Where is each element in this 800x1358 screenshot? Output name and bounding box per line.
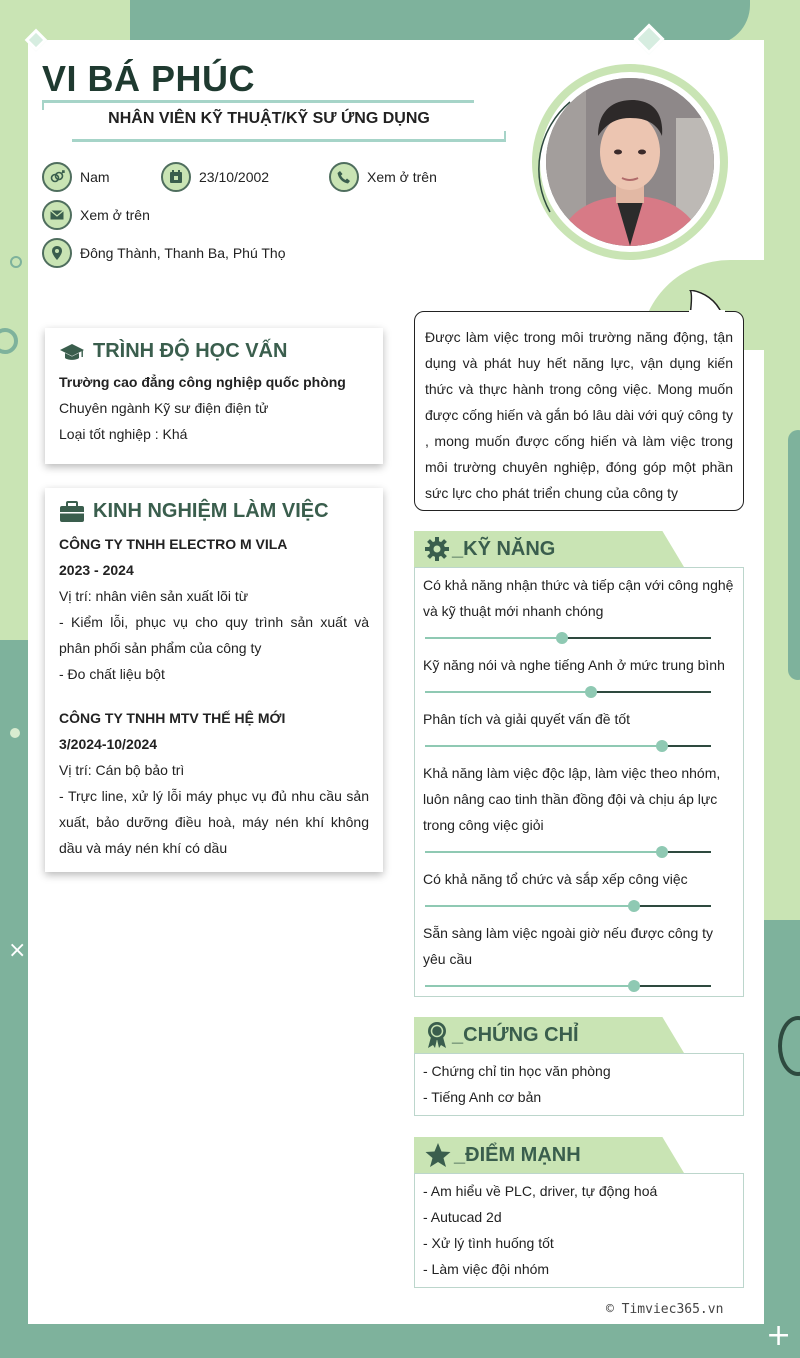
strength-item: - Am hiểu về PLC, driver, tự động hoá (423, 1183, 658, 1199)
skill-level-bar (423, 972, 735, 1000)
experience-title: KINH NGHIỆM LÀM VIỆC (93, 500, 329, 522)
skill-item (423, 572, 735, 652)
skill-item (423, 920, 735, 1000)
skill-level-bar (423, 892, 735, 920)
company-name: CÔNG TY TNHH ELECTRO M VILA (59, 536, 288, 552)
decor-shape (689, 310, 725, 316)
skills-list (414, 567, 744, 997)
address-text: Đông Thành, Thanh Ba, Phú Thọ (80, 245, 286, 261)
job-entry (59, 705, 369, 861)
skill-item (423, 760, 735, 866)
info-gender (42, 162, 110, 192)
dot-decor-icon (10, 728, 20, 738)
gear-icon (424, 536, 450, 562)
job-period: 3/2024-10/2024 (59, 736, 158, 752)
experience-section (45, 488, 383, 872)
strength-item: - Làm việc đội nhóm (423, 1261, 550, 1277)
job-position: Vị trí: Cán bộ bảo trì (59, 762, 185, 778)
candidate-name: VI BÁ PHÚC (42, 58, 256, 99)
avatar (546, 78, 714, 246)
job-period: 2023 - 2024 (59, 562, 134, 578)
skill-item (423, 652, 735, 706)
certificates-heading (414, 1017, 684, 1053)
skill-level-handle (656, 740, 668, 752)
skill-label: Kỹ năng nói và nghe tiếng Anh ở mức trung bình (423, 657, 725, 673)
skill-level-bar (423, 678, 735, 706)
info-birthday (161, 162, 269, 192)
graduation-cap-icon (59, 342, 85, 362)
job-entry (59, 531, 369, 687)
info-email (42, 200, 150, 230)
location-icon (42, 238, 72, 268)
gender-icon (42, 162, 72, 192)
info-address (42, 238, 286, 268)
graduation-grade: Loại tốt nghiệp : Khá (59, 426, 188, 442)
skill-item (423, 706, 735, 760)
calendar-icon (161, 162, 191, 192)
award-medal-icon (424, 1021, 450, 1049)
company-name: CÔNG TY TNHH MTV THẾ HỆ MỚI (59, 710, 286, 726)
skill-level-handle (585, 686, 597, 698)
skill-label: Sẵn sàng làm việc ngoài giờ nếu được công ty yêu cầu (423, 925, 714, 967)
decor-shape (788, 430, 800, 680)
education-heading (59, 340, 369, 363)
skills-heading (414, 531, 684, 567)
skill-label: Có khả năng tổ chức và sắp xếp công việc (423, 871, 688, 887)
cross-decor-icon: × (8, 938, 27, 963)
job-detail: - Kiểm lỗi, phục vụ cho quy trình sản xuất và phân phối sản phẩm của công ty (59, 614, 369, 656)
divider (504, 131, 506, 141)
skill-item (423, 866, 735, 920)
mail-icon (42, 200, 72, 230)
education-section (45, 328, 383, 464)
skill-level-bar (423, 838, 735, 866)
skills-title: _KỸ NĂNG (452, 537, 556, 560)
skill-level-bar (423, 624, 735, 652)
plus-decor-icon: + (766, 1318, 792, 1353)
email-text: Xem ở trên (80, 207, 150, 223)
objective-text: Được làm việc trong môi trường năng động, tận dụng và phát huy hết năng lực, vận dụng kiến thức và thực hành trong công việc. Mong muốn được cống hiến và gắn bó lâu dài với quý công ty , mong muốn được cống hiến và làm việc trong môi trường chuyên nghiệp, đóng góp một phần sức lực cho phát triển chung của công ty (425, 329, 733, 501)
skill-level-handle (556, 632, 568, 644)
strength-item: - Xử lý tình huống tốt (423, 1235, 554, 1251)
certificate-item: - Tiếng Anh cơ bản (423, 1089, 542, 1105)
job-position: Vị trí: nhân viên sản xuất lõi từ (59, 588, 249, 604)
job-detail: - Trực line, xử lý lỗi máy phục vụ đủ nhu cầu sản xuất, bảo dưỡng điều hoà, máy nén khí không dầu và máy nén khí có dầu (59, 788, 369, 856)
skill-label: Khả năng làm việc độc lập, làm việc theo nhóm, luôn nâng cao tinh thần đồng đội và chịu áp lực trong công việc giỏi (423, 765, 721, 833)
divider (72, 139, 506, 142)
star-icon (424, 1142, 452, 1168)
experience-heading (59, 500, 369, 523)
job-detail: - Đo chất liệu bột (59, 666, 165, 682)
phone-text: Xem ở trên (367, 169, 437, 185)
gender-text: Nam (80, 169, 110, 185)
skill-level-handle (628, 980, 640, 992)
skill-level-handle (628, 900, 640, 912)
divider (42, 100, 474, 103)
major: Chuyên ngành Kỹ sư điện điện tử (59, 400, 269, 416)
certificate-item: - Chứng chỉ tin học văn phòng (423, 1063, 611, 1079)
school-name: Trường cao đẳng công nghiệp quốc phòng (59, 374, 346, 390)
education-title: TRÌNH ĐỘ HỌC VẤN (93, 340, 288, 362)
certificates-title: _CHỨNG CHỈ (452, 1023, 579, 1046)
birthday-text: 23/10/2002 (199, 169, 270, 185)
skill-label: Phân tích và giải quyết vấn đề tốt (423, 711, 631, 727)
skill-level-handle (656, 846, 668, 858)
footer-credit: © Timviec365.vn (606, 1302, 724, 1317)
certificates-list (414, 1053, 744, 1116)
briefcase-icon (59, 501, 85, 523)
decor-shape (0, 1320, 800, 1358)
circle-decor-icon (10, 256, 22, 268)
skill-label: Có khả năng nhận thức và tiếp cận với công nghệ và kỹ thuật mới nhanh chóng (423, 577, 734, 619)
strengths-heading (414, 1137, 684, 1173)
strengths-list (414, 1173, 744, 1288)
divider (42, 100, 44, 110)
info-phone (329, 162, 437, 192)
strength-item: - Autucad 2d (423, 1209, 502, 1225)
phone-icon (329, 162, 359, 192)
career-objective (414, 311, 744, 511)
strengths-title: _ĐIỂM MẠNH (454, 1143, 581, 1166)
skill-level-bar (423, 732, 735, 760)
job-title: NHÂN VIÊN KỸ THUẬT/KỸ SƯ ỨNG DỤNG (108, 110, 430, 127)
